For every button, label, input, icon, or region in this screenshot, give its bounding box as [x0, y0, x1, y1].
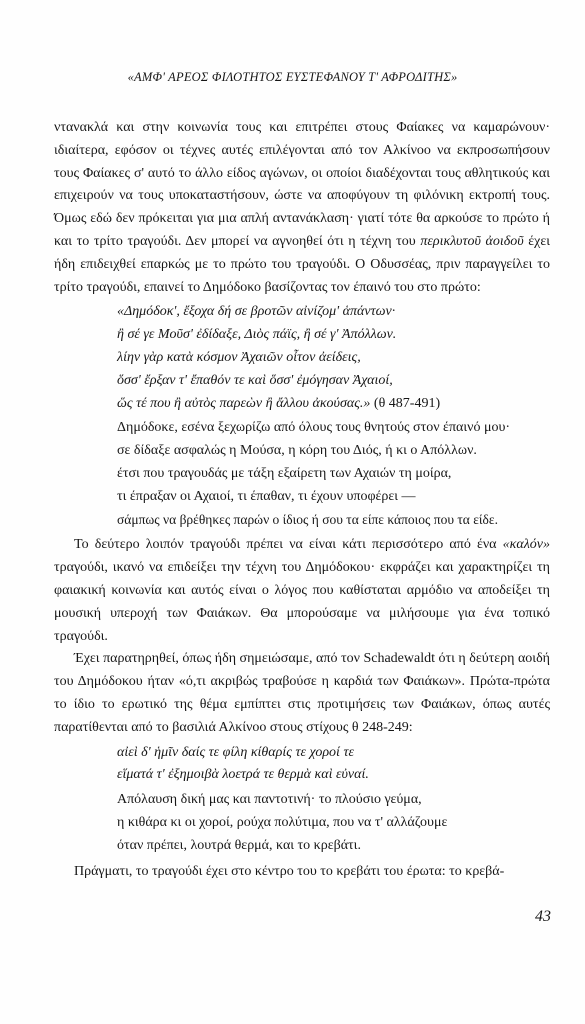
translation-1: [117, 417, 550, 531]
paragraph-1-text-b: έχει ήδη επιδειχθεί επαρκώς με το πρώτο του τραγούδι. Ο Οδυσσέας, πριν παραγγείλει το τρίτο τραγούδι, επαινεί το Δημόδοκο βασίζοντας τον έπαινό του στο πρώτο:: [54, 233, 550, 295]
greek-quote-2-line: εἵματά τ' ἐξημοιβὰ λοετρά τε θερμὰ καὶ εὐναί.: [117, 767, 369, 783]
translation-2-line: Απόλαυση δική μας και παντοτινή· το πλούσιο γεύμα,: [117, 792, 422, 808]
translation-2-line: όταν πρέπει, λουτρά θερμά, και το κρεβάτι.: [117, 837, 361, 853]
paragraph-3: Έχει παρατηρηθεί, όπως ήδη σημειώσαμε, από τον Schadewaldt ότι η δεύτερη αοιδή του Δημόδοκου ήταν «ό,τι ακριβώς τραβούσε η καρδιά των Φαιάκων». Πρώτα-πρώτα το ίδιο το ερωτικό της θέμα εμπίπτει στις προτιμήσεις των Φαιάκων, όπως αυτές παρατίθενται από το βασιλιά Αλκίνοο στους στίχους θ 248-249:: [54, 651, 550, 735]
greek-quote-1-line: ὅσσ' ἔρξαν τ' ἔπαθόν τε καὶ ὅσσ' ἐμόγησαν Ἀχαιοί,: [117, 372, 393, 388]
paragraph-2-text-b: τραγούδι, ικανό να επιδείξει την τέχνη του Δημόδοκου· εκφράζει και χαρακτηρίζει τη φαιακική κοινωνία και αυτός είναι ο λόγος που καθίσταται αρμόδιο να αποδείξει τη μουσική υπεροχή των Φαιάκων. Θα μπορούσαμε να μιλήσουμε για ένα τοπικό τραγούδι.: [54, 560, 550, 644]
translation-1-line: τι έπραξαν οι Αχαιοί, τι έπαθαν, τι έχουν υποφέρει —: [117, 488, 416, 504]
page-number: 43: [535, 908, 551, 925]
page-body: [54, 117, 550, 883]
greek-quote-2-line: αἰεὶ δ' ἡμῖν δαίς τε φίλη κίθαρίς τε χοροί τε: [117, 744, 354, 760]
greek-quote-1-line: «Δημόδοκ', ἔξοχα δή σε βροτῶν αἰνίζομ' ἁπάντων·: [117, 304, 396, 320]
paragraph-1-italic: περικλυτοῦ ἀοιδοῦ: [420, 233, 524, 249]
paragraph-2: [54, 534, 550, 648]
greek-quote-1-line-text: ὥς τέ που ἢ αὐτὸς παρεὼν ἢ ἄλλου ἀκούσας.»: [117, 395, 371, 411]
translation-1-line: σε δίδαξε ασφαλώς η Μούσα, η κόρη του Διός, ή κι ο Απόλλων.: [117, 443, 477, 459]
paragraph-1: [54, 117, 550, 299]
greek-quote-1-line: λίην γὰρ κατὰ κόσμον Ἀχαιῶν οἶτον ἀείδεις,: [117, 349, 361, 365]
verse-reference: (θ 487-491): [373, 395, 441, 411]
paragraph-2-italic: «καλόν»: [502, 537, 550, 553]
paragraph-4: Πράγματι, το τραγούδι έχει στο κέντρο του το κρεβάτι του έρωτα: το κρεβά-: [74, 863, 505, 879]
greek-quote-1: [117, 301, 550, 415]
running-head: «ΑΜΦ' ΑΡΕΟΣ ΦΙΛΟΤΗΤΟΣ ΕΥΣΤΕΦΑΝΟΥ Τ' ΑΦΡΟΔΙΤΗΣ»: [127, 70, 458, 84]
greek-quote-1-line: ἢ σέ γε Μοῦσ' ἐδίδαξε, Διὸς πάϊς, ἢ σέ γ' Ἀπόλλων.: [117, 327, 397, 343]
translation-1-line: Δημόδοκε, εσένα ξεχωρίζω από όλους τους θνητούς στον έπαινό μου·: [117, 420, 511, 436]
greek-quote-2: [117, 742, 550, 788]
translation-1-line: έτσι που τραγουδάς με τάξη εξαίρετη των Αχαιών τη μοίρα,: [117, 465, 452, 481]
translation-2-line: η κιθάρα κι οι χοροί, ρούχα πολύτιμα, που να τ' αλλάζουμε: [117, 814, 448, 830]
paragraph-2-text-a: Το δεύτερο λοιπόν τραγούδι πρέπει να είναι κάτι περισσότερο από ένα: [74, 537, 503, 553]
translation-1-line: σάμπως να βρέθηκες παρών ο ίδιος ή σου τα είπε κάποιος που τα είδε.: [117, 511, 498, 527]
paragraph-1-text-a: ντανακλά και στην κοινωνία τους και επιτρέπει στους Φαίακες να καμαρώνουν· ιδιαίτερα, εφόσον οι τέχνες αυτές επιλέγονται από τον Αλκίνοο να εκπροσωπήσουν τους Φαίακες σ' αυτό το άλλο είδος αγώνων, οι οποίοι διαδέχονται τους αθλητικούς και επιχειρούν να τους υποκαταστήσουν, ώστε να αποφύγουν τη φιλόνικη εκτροπή τους. Όμως εδώ δεν πρόκειται για μια απλή αντανάκλαση· γιατί τότε θα αρκούσε το πρώτο ή και το τρίτο τραγούδι. Δεν μπορεί να αγνοηθεί ότι η τέχνη του: [54, 120, 550, 249]
translation-2: [117, 789, 550, 857]
greek-quote-1-line-last: [117, 393, 550, 416]
